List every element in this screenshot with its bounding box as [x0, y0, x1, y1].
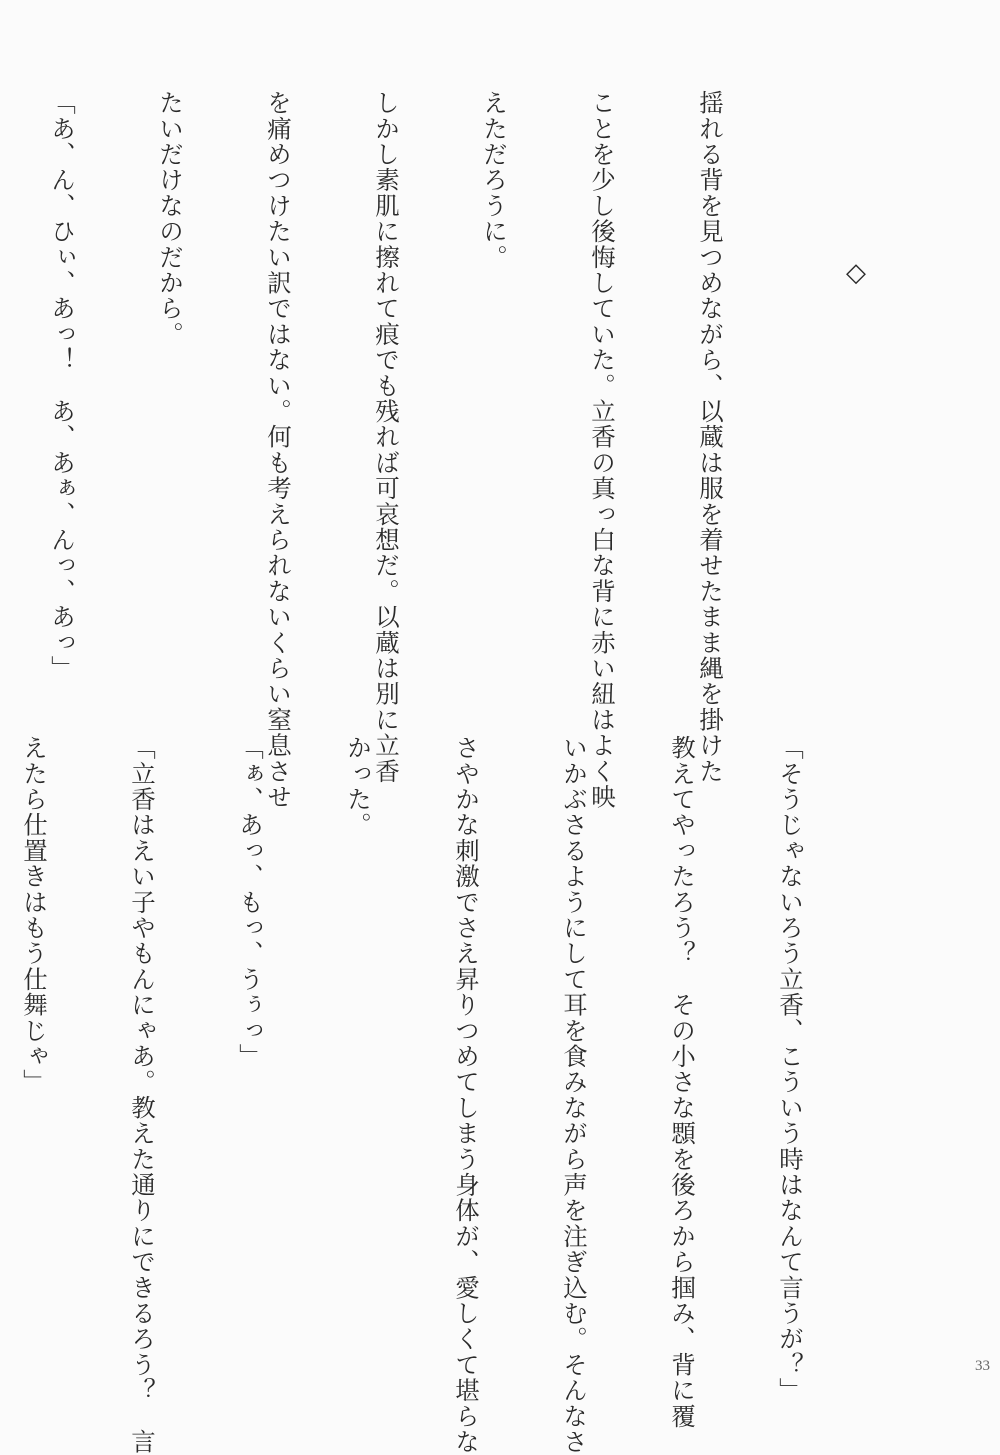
text-line: さやかな刺激でさえ昇りつめてしまう身体が、愛しくて堪らな	[452, 735, 481, 1455]
text-line: 「ぁ、あっ、もっ、うぅっ」	[236, 735, 265, 1070]
page-number: 33	[975, 1358, 990, 1374]
text-line: 「あ、ん、ひぃ、あっ！ あ、あぁ、んっ、あっ」	[48, 90, 77, 682]
text-line: 教えてやったろう？ その小さな顋を後ろから掴み、背に覆	[668, 735, 697, 1429]
text-line: を痛めつけたい訳ではない。何も考えられないくらい窒息させ	[264, 90, 293, 810]
text-line: 「立香はえい子やもんにゃあ。教えた通りにできるろう？ 言	[128, 735, 157, 1455]
lower-text-block	[20, 735, 880, 1455]
text-line: しかし素肌に擦れて痕でも残れば可哀想だ。以蔵は別に立香	[372, 90, 401, 784]
text-line: えただろうに。	[480, 90, 509, 270]
text-line: 揺れる背を見つめながら、以蔵は服を着せたまま縄を掛けた	[696, 90, 725, 784]
text-line: たいだけなのだから。	[156, 90, 185, 347]
text-line: かった。	[344, 735, 373, 838]
section-divider-diamond: ◇	[846, 258, 866, 288]
text-line: えたら仕置きはもう仕舞じゃ」	[20, 735, 49, 1095]
text-line: いかぶさるようにして耳を食みながら声を注ぎ込む。そんなさ	[560, 735, 589, 1455]
text-line: 「そうじゃないろう立香、こういう時はなんて言うが？」	[776, 735, 805, 1404]
text-line: ことを少し後悔していた。立香の真っ白な背に赤い紐はよく映	[588, 90, 617, 810]
